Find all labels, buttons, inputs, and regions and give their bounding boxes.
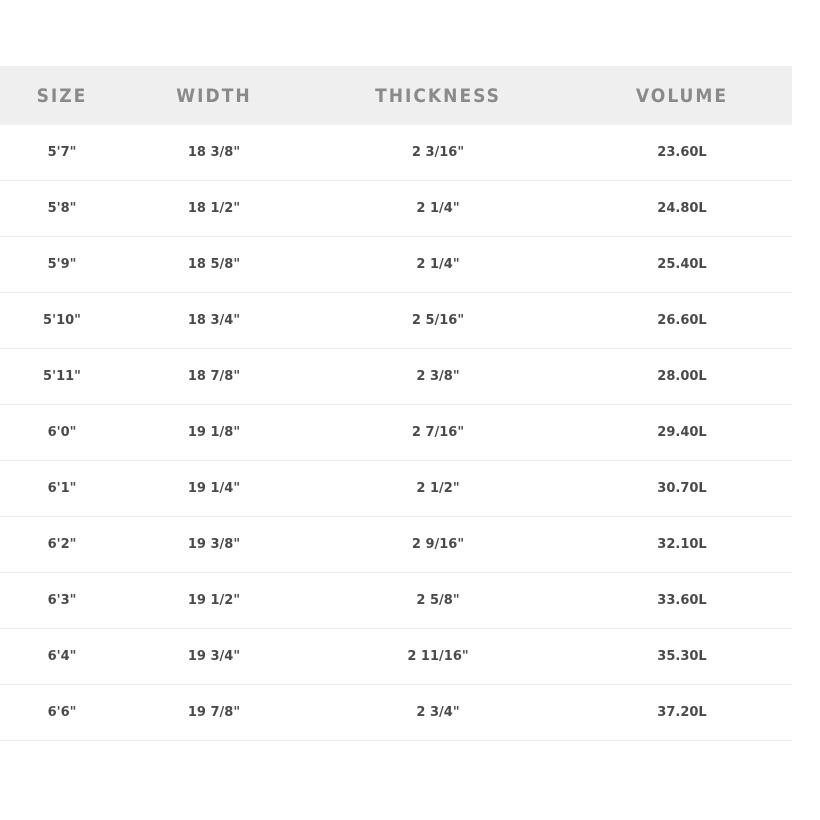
cell-width: 18 5/8" — [187, 257, 241, 272]
column-header-width: WIDTH — [176, 84, 252, 107]
cell-width: 19 1/4" — [187, 481, 241, 496]
table-row — [0, 461, 792, 517]
cell-thickness: 2 5/8" — [416, 593, 460, 608]
table-row — [0, 293, 792, 349]
cell-width: 19 3/8" — [187, 537, 241, 552]
cell-volume: 33.60L — [657, 593, 707, 608]
cell-volume: 32.10L — [657, 537, 707, 552]
cell-size: 6'1" — [47, 481, 77, 496]
cell-thickness: 2 1/4" — [416, 201, 460, 216]
size-chart-table — [0, 66, 792, 741]
table-row — [0, 685, 792, 741]
table-row — [0, 573, 792, 629]
cell-size: 6'6" — [47, 705, 77, 720]
cell-size: 5'11" — [43, 369, 81, 384]
cell-width: 18 3/8" — [187, 145, 241, 160]
table-row — [0, 237, 792, 293]
column-header-volume: VOLUME — [635, 84, 729, 107]
cell-size: 6'3" — [47, 593, 77, 608]
cell-thickness: 2 1/4" — [416, 257, 460, 272]
table-row — [0, 629, 792, 685]
table-header — [0, 66, 792, 125]
cell-volume: 35.30L — [657, 649, 707, 664]
cell-volume: 28.00L — [657, 369, 707, 384]
cell-thickness: 2 3/16" — [411, 145, 465, 160]
cell-thickness: 2 5/16" — [411, 313, 465, 328]
column-header-size: SIZE — [36, 84, 88, 107]
cell-size: 5'8" — [47, 201, 77, 216]
cell-width: 19 1/2" — [187, 593, 241, 608]
cell-size: 5'7" — [47, 145, 77, 160]
cell-thickness: 2 11/16" — [407, 649, 469, 664]
cell-volume: 23.60L — [657, 145, 707, 160]
table-row — [0, 181, 792, 237]
table-row — [0, 349, 792, 405]
cell-width: 19 7/8" — [187, 705, 241, 720]
table-row — [0, 405, 792, 461]
table-row — [0, 125, 792, 181]
cell-thickness: 2 3/8" — [416, 369, 460, 384]
column-header-thickness: THICKNESS — [375, 84, 501, 107]
cell-width: 18 7/8" — [187, 369, 241, 384]
cell-width: 18 1/2" — [187, 201, 241, 216]
cell-size: 5'9" — [47, 257, 77, 272]
cell-width: 19 1/8" — [187, 425, 241, 440]
cell-thickness: 2 1/2" — [416, 481, 460, 496]
table-body — [0, 125, 792, 741]
cell-size: 6'0" — [47, 425, 77, 440]
cell-thickness: 2 3/4" — [416, 705, 460, 720]
cell-volume: 30.70L — [657, 481, 707, 496]
table-row — [0, 517, 792, 573]
cell-thickness: 2 9/16" — [411, 537, 465, 552]
cell-volume: 26.60L — [657, 313, 707, 328]
cell-size: 5'10" — [43, 313, 81, 328]
cell-volume: 24.80L — [657, 201, 707, 216]
cell-width: 18 3/4" — [187, 313, 241, 328]
cell-volume: 37.20L — [657, 705, 707, 720]
cell-size: 6'2" — [47, 537, 77, 552]
cell-thickness: 2 7/16" — [411, 425, 465, 440]
cell-volume: 29.40L — [657, 425, 707, 440]
cell-size: 6'4" — [47, 649, 77, 664]
cell-width: 19 3/4" — [187, 649, 241, 664]
cell-volume: 25.40L — [657, 257, 707, 272]
